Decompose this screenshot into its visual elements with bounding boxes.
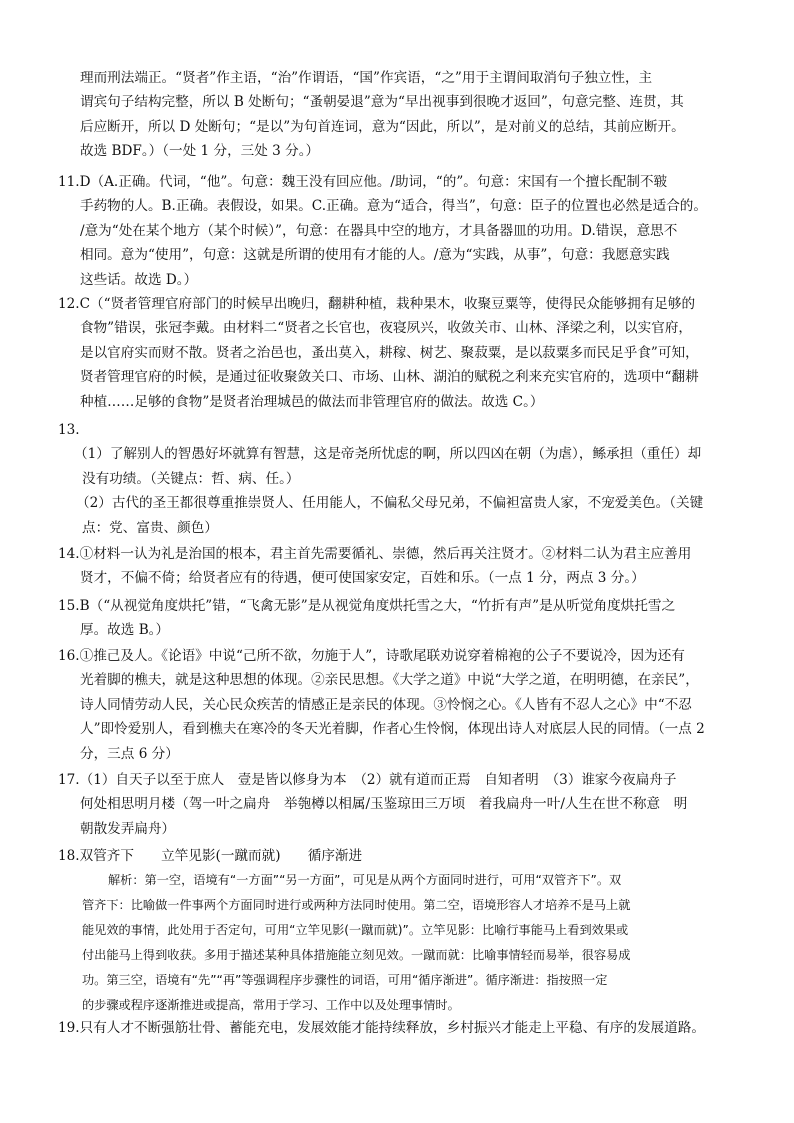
text-line: 15.B（“从视觉角度烘托”错，“飞禽无影”是从视觉角度烘托雪之大，“竹折有声”是从听觉角度烘托雪之 <box>58 598 676 614</box>
q19-answer <box>58 1016 744 1040</box>
explanation-line: 解析：第一空，语境有“一方面”“另一方面”，可见是从两个方面同时进行，可用“双管齐下”。双 <box>108 873 622 888</box>
text-line: 贤者管理官府的时候，是通过征收聚敛关口、市场、山林、湖泊的赋税之利来充实官府的，选项中“翻耕 <box>80 369 699 386</box>
text-line: 相同。意为“使用”，句意：这就是所谓的使用有才能的人。/意为“实践，从事”，句意：我愿意实践 <box>80 247 670 264</box>
explanation-line: 付出能马上得到收获。多用于描述某种具体措施能立刻见效。一蹴而就：比喻事情轻而易举，很容易成 <box>82 948 631 963</box>
q18-answer <box>58 844 744 1018</box>
text-line: 人”即怜爱别人，看到樵夫在寒冷的冬天光着脚，作者心生怜悯，体现出诗人对底层人民的同情。（一点 2 <box>80 721 705 738</box>
text-line: 诗人同情劳动人民，关心民众疾苦的情感正是亲民的体现。③怜悯之心。《人皆有不忍人之心》中“不忍 <box>80 696 692 713</box>
explanation-line: 能见效的事情，此处用于否定句，可用“立竿见影(一蹴而就)”。立竿见影：比喻行事能马上看到效果或 <box>82 923 629 938</box>
text-line: 19.只有人才不断强筋壮骨、蓄能充电，发展效能才能持续释放，乡村振兴才能走上平稳、有序的发展道路。 <box>58 1020 705 1036</box>
q15-answer <box>58 594 744 643</box>
text-line: 后应断开，所以 D 处断句；“是以”为句首连词，意为“因此，所以”，是对前义的总结，其前应断开。 <box>80 118 685 135</box>
text-line: 故选 BDF。）（一处 1 分，三处 3 分。） <box>80 143 320 160</box>
text-line: 食物”错误，张冠李戴。由材料二“贤者之长官也，夜寝夙兴，收敛关市、山林、泽梁之利，以实官府， <box>80 320 693 337</box>
text-line: 是以官府实而财不散。贤者之治邑也，蚤出莫入，耕稼、树艺、聚菽粟，是以菽粟多而民足乎食”可知， <box>80 344 699 361</box>
text-line: 理而刑法端正。“贤者”作主语，“治”作谓语，“国”作宾语，“之”用于主谓间取消句子独立性，主 <box>80 70 653 86</box>
text-line: 14.①材料一认为礼是治国的根本，君主首先需要循礼、崇德，然后再关注贤才。②材料二认为君主应善用 <box>58 546 692 562</box>
text-line: 光着脚的樵夫，就是这种思想的体现。②亲民思想。《大学之道》中说“大学之道，在明明德，在亲民”， <box>80 672 699 689</box>
text-line: （1）了解别人的智愚好坏就算有智慧，这是帝尧所忧虑的啊，所以四凶在朝（为虐），鲧承担（重任）却 <box>74 446 702 463</box>
q17-answer <box>58 768 744 841</box>
text-line: 没有功绩。（关键点：哲、病、任。） <box>82 470 300 487</box>
text-line: 点：党、富贵、颜色） <box>82 519 218 536</box>
q12-answer <box>58 292 744 414</box>
text-line: 种植……足够的食物”是贤者治理城邑的做法而非管理官府的做法。故选 C。） <box>80 393 544 410</box>
q14-answer <box>58 542 744 591</box>
text-line: 厚。故选 B。） <box>80 622 170 639</box>
text-line: 分，三点 6 分） <box>80 745 179 762</box>
explanation-line: 功。第三空，语境有“先”“再”等强调程序步骤性的词语，可用“循序渐进”。循序渐进：指按照一定 <box>82 973 608 988</box>
text-line: 这些话。故选 D。） <box>80 271 198 288</box>
text-line: 谓宾句子结构完整，所以 B 处断句；“蚤朝晏退”意为“早出视事到很晚才返回”，句意完整、连贯，其 <box>80 94 684 111</box>
text-line: /意为“处在某个地方（某个时候）”，句意：在器具中空的地方，才具备器皿的功用。D.错误，意思不 <box>80 222 678 239</box>
text-line: 12.C（“贤者管理官府部门的时候早出晚归，翻耕种植，栽种果木，收聚豆粟等，使得民众能够拥有足够的 <box>58 296 696 312</box>
explanation-line: 的步骤或程序逐渐推进或提高，常用于学习、工作中以及处理事情时。 <box>82 998 460 1013</box>
explanation-line: 管齐下：比喻做一件事两个方面同时进行或两种方法同时使用。第二空，语境形容人才培养不是马上就 <box>82 898 631 913</box>
question-number: 13. <box>58 422 80 438</box>
text-line: 11.D（A.正确。代词，“他”。句意：魏王没有回应他。/助词，“的”。句意：宋国有一个擅长配制不皲 <box>58 174 668 190</box>
text-line: 18.双管齐下 立竿见影(一蹴而就) 循序渐进 <box>58 848 363 864</box>
text-line: 何处相思明月楼（驾一叶之扁舟 举匏樽以相属/玉鉴琼田三万顷 着我扁舟一叶/人生在世不称意 明 <box>80 796 688 813</box>
q10-explanation <box>58 66 744 164</box>
text-line: 贤才，不偏不倚；给贤者应有的待遇，便可使国家安定，百姓和乐。（一点 1 分，两点 3 分。） <box>80 570 645 587</box>
text-line: 手药物的人。B.正确。表假设，如果。C.正确。意为“适合，得当”，句意：臣子的位置也必然是适合的。 <box>80 198 707 215</box>
text-line: 16.①推己及人。《论语》中说“己所不欲，勿施于人”，诗歌尾联劝说穿着棉袍的公子不要说冷，因为还有 <box>58 648 685 664</box>
q13-answer <box>58 418 744 540</box>
text-line: 17.（1）自天子以至于庶人 壹是皆以修身为本 （2）就有道而正焉 自知者明 （3）谁家今夜扁舟子 <box>58 772 677 788</box>
text-line: 朝散发弄扁舟） <box>80 820 176 837</box>
text-line: （2）古代的圣王都很尊重推崇贤人、任用能人，不偏私父母兄弟，不偏袒富贵人家，不宠爱美色。（关键 <box>76 495 704 512</box>
q16-answer <box>58 644 744 766</box>
q11-answer <box>58 170 744 292</box>
